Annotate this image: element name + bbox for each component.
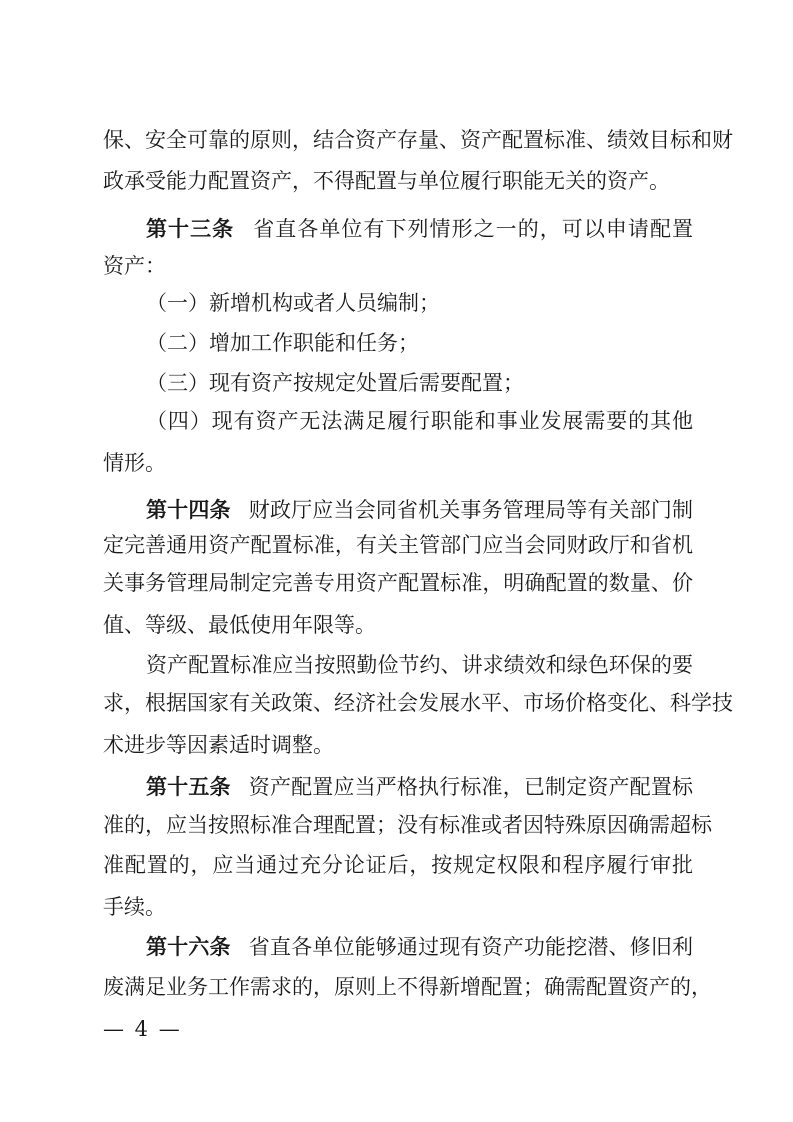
text-line: 保、安全可靠的原则，结合资产存量、资产配置标准、绩效目标和财 [103, 128, 733, 152]
article-14-text: 财政厅应当会同省机关事务管理局等有关部门制 [248, 498, 693, 522]
article-16-title: 第十六条 [146, 935, 231, 959]
list-item: （四）现有资产无法满足履行职能和事业发展需要的其他 [146, 409, 693, 433]
list-item: （二）增加工作职能和任务； [146, 331, 419, 355]
text-line: 准配置的，应当通过充分论证后，按规定权限和程序履行审批 [103, 853, 693, 877]
article-14-title: 第十四条 [146, 498, 231, 522]
text-line: 手续。 [103, 895, 166, 919]
article-16-text: 省直各单位能够通过现有资产功能挖潜、修旧利 [248, 935, 693, 959]
text-line: 废满足业务工作需求的，原则上不得新增配置；确需配置资产的， [103, 975, 712, 999]
text-line: 定完善通用资产配置标准，有关主管部门应当会同财政厅和省机 [103, 533, 693, 557]
article-16-line-1 [146, 932, 693, 962]
list-item: （一）新增机构或者人员编制； [146, 291, 440, 315]
article-14-line-1 [146, 495, 693, 525]
text-line: 资产配置标准应当按照勤俭节约、讲求绩效和绿色环保的要 [146, 653, 693, 677]
text-line: 情形。 [103, 451, 166, 475]
article-13-line-1 [146, 214, 693, 244]
article-15-text: 资产配置应当严格执行标准，已制定资产配置标 [248, 775, 693, 799]
text-line: 关事务管理局制定完善专用资产配置标准，明确配置的数量、价 [103, 571, 693, 595]
page-number: — 4 — [103, 1017, 182, 1041]
article-13-title: 第十三条 [146, 217, 235, 241]
article-15-title: 第十五条 [146, 775, 231, 799]
text-line: 政承受能力配置资产，不得配置与单位履行职能无关的资产。 [103, 169, 670, 193]
text-line: 值、等级、最低使用年限等。 [103, 613, 376, 637]
text-line: 准的，应当按照标准合理配置；没有标准或者因特殊原因确需超标 [103, 813, 712, 837]
text-line: 术进步等因素适时调整。 [103, 733, 334, 757]
list-item: （三）现有资产按规定处置后需要配置； [146, 371, 524, 395]
text-line: 资产： [103, 254, 166, 278]
article-13-text: 省直各单位有下列情形之一的，可以申请配置 [252, 217, 694, 241]
article-15-line-1 [146, 772, 693, 802]
text-line: 求，根据国家有关政策、经济社会发展水平、市场价格变化、科学技 [103, 691, 733, 715]
